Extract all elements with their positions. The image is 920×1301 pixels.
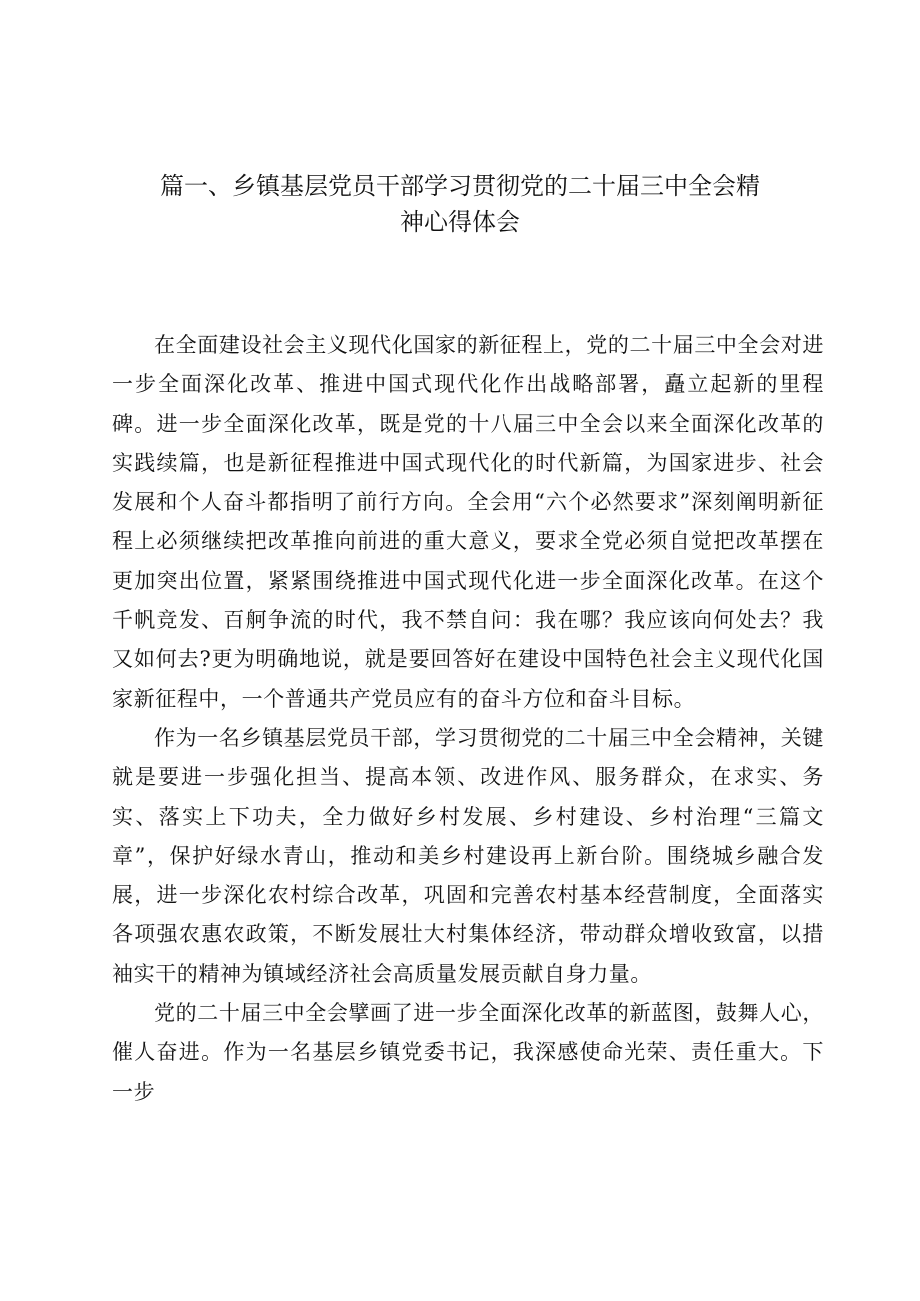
body-paragraph-2: 作为一名乡镇基层党员干部，学习贯彻党的二十届三中全会精神，关键就是要进一步强化担当、提高本领、改进作风、服务群众，在求实、务实、落实上下功夫，全力做好乡村发展、乡村建设、乡村治理“三篇文章”，保护好绿水青山，推动和美乡村建设再上新台阶。围绕城乡融合发展，进一步深化农村综合改革，巩固和完善农村基本经营制度，全面落实各项强农惠农政策，不断发展壮大村集体经济，带动群众增收致富，以措袖实干的精神为镇域经济社会高质量发展贡献自身力量。 (112, 725, 824, 986)
body-paragraph-1: 在全面建设社会主义现代化国家的新征程上，党的二十届三中全会对进一步全面深化改革、推进中国式现代化作出战略部署，矗立起新的里程碑。进一步全面深化改革，既是党的十八届三中全会以来全面深化改革的实践续篇，也是新征程推进中国式现代化的时代新篇，为国家进步、社会发展和个人奋斗都指明了前行方向。全会用“六个必然要求”深刻阐明新征程上必须继续把改革推向前进的重大意义，要求全党必须自觉把改革摆在更加突出位置，紧紧围绕推进中国式现代化进一步全面深化改革。在这个千帆竞发、百舸争流的时代，我不禁自问：我在哪？我应该向何处去？我又如何去?更为明确地说，就是要回答好在建设中国特色社会主义现代化国家新征程中，一个普通共产党员应有的奋斗方位和奋斗目标。 (112, 333, 824, 711)
body-paragraph-3: 党的二十届三中全会擘画了进一步全面深化改革的新蓝图，鼓舞人心，催人奋进。作为一名基层乡镇党委书记，我深感使命光荣、责任重大。下一步 (112, 1001, 824, 1104)
title-line-1: 篇一、乡镇基层党员干部学习贯彻党的二十届三中全会精 (160, 172, 760, 200)
document-body (112, 326, 824, 1112)
title-line-2: 神心得体会 (400, 208, 520, 236)
document-title (110, 168, 810, 240)
